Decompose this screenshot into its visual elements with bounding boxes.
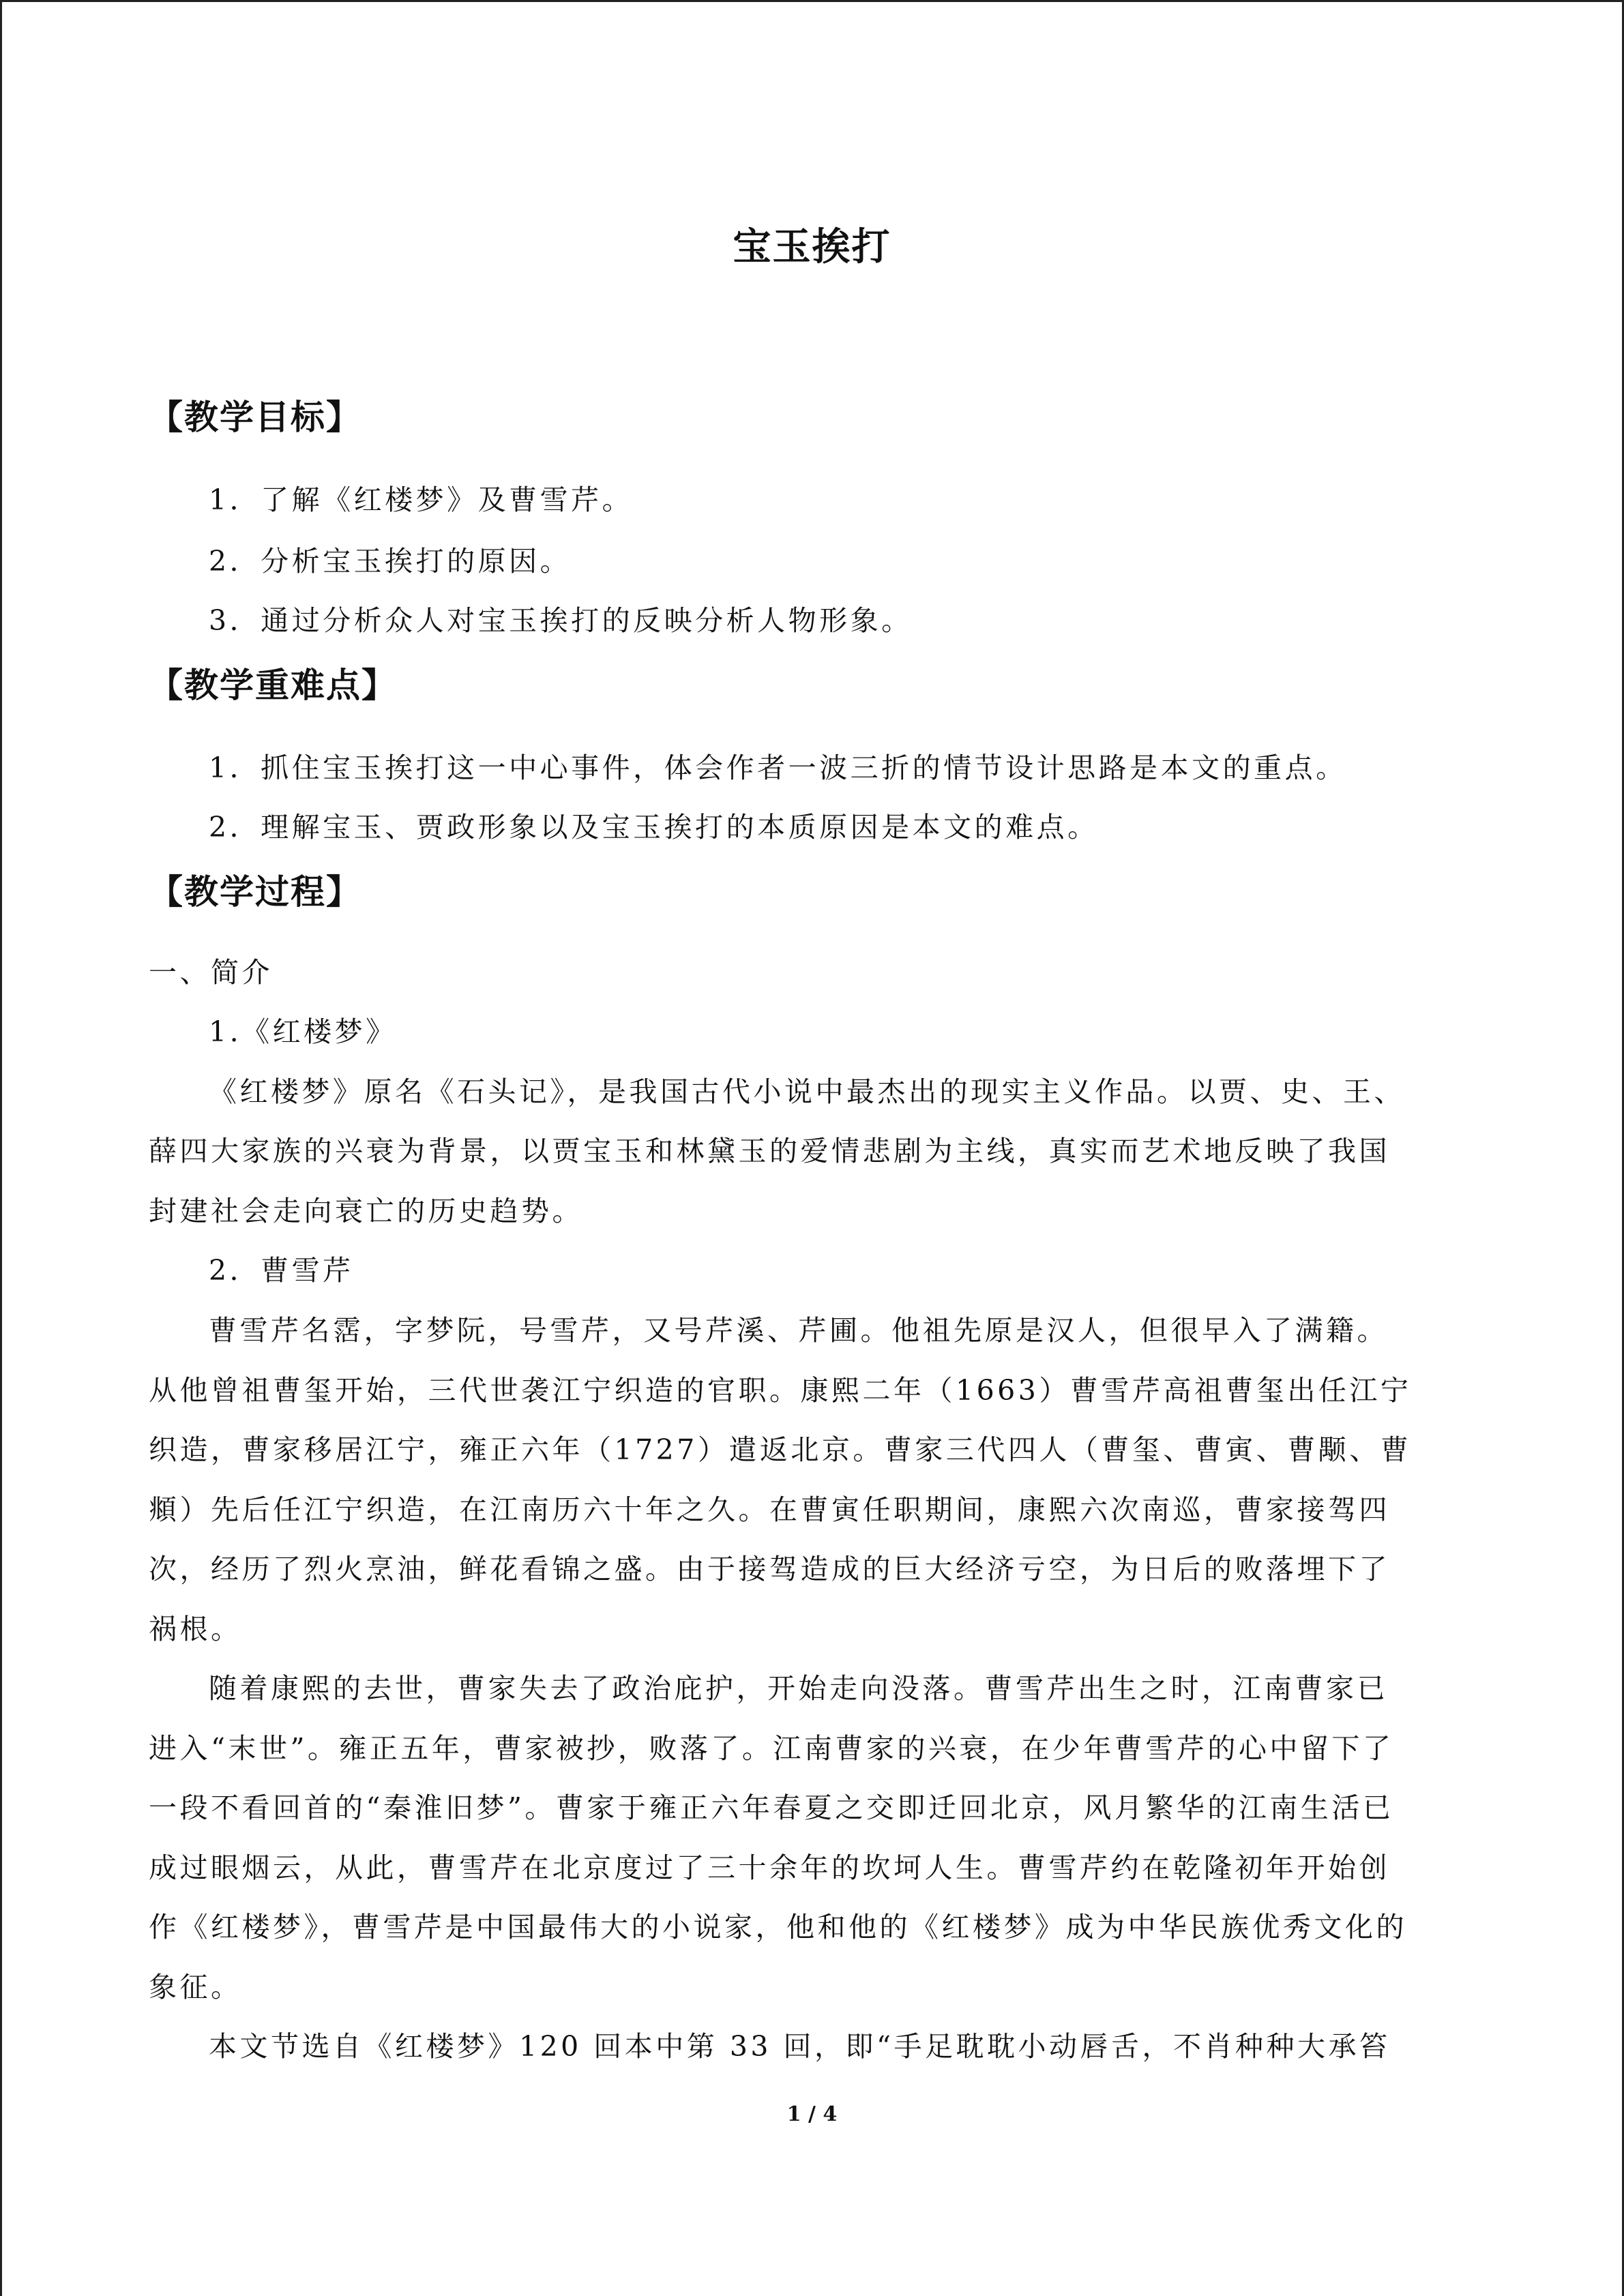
page-number: 1 / 4	[786, 2102, 838, 2126]
paragraph-line: 从他曾祖曹玺开始，三代世袭江宁织造的官职。康熙二年（1663）曹雪芹高祖曹玺出任江宁	[149, 1374, 1412, 1407]
subheading-caoxueqin: 2．曹雪芹	[209, 1254, 354, 1287]
paragraph-line: 一段不看回首的“秦淮旧梦”。曹家于雍正六年春夏之交即迁回北京，风月繁华的江南生活已	[149, 1791, 1394, 1824]
paragraph-line: 祸根。	[149, 1613, 242, 1645]
subheading-intro: 一、简介	[149, 956, 273, 989]
objective-item: 1．了解《红楼梦》及曹雪芹。	[209, 483, 634, 516]
key-point-item: 1．抓住宝玉挨打这一中心事件，体会作者一波三折的情节设计思路是本文的重点。	[209, 751, 1347, 784]
paragraph-line: 象征。	[149, 1971, 242, 2003]
objective-item: 3．通过分析众人对宝玉挨打的反映分析人物形象。	[209, 604, 913, 637]
page-title: 宝玉挨打	[733, 225, 891, 269]
paragraph-line: 成过眼烟云，从此，曹雪芹在北京度过了三十余年的坎坷人生。曹雪芹约在乾隆初年开始创	[149, 1851, 1390, 1884]
paragraph-line: 封建社会走向衰亡的历史趋势。	[149, 1195, 583, 1227]
heading-key-points: 【教学重难点】	[149, 666, 397, 705]
paragraph-line: 頫）先后任江宁织造，在江南历六十年之久。在曹寅任职期间，康熙六次南巡，曹家接驾四	[149, 1493, 1390, 1526]
objective-item: 2．分析宝玉挨打的原因。	[209, 545, 572, 578]
paragraph-line: 作《红楼梦》，曹雪芹是中国最伟大的小说家，他和他的《红楼梦》成为中华民族优秀文化的	[149, 1911, 1407, 1943]
heading-process: 【教学过程】	[149, 872, 361, 912]
paragraph-line: 进入“末世”。雍正五年，曹家被抄，败落了。江南曹家的兴衰，在少年曹雪芹的心中留下了	[149, 1732, 1394, 1765]
heading-objectives: 【教学目标】	[149, 398, 361, 437]
paragraph-line: 次，经历了烈火烹油，鲜花看锦之盛。由于接驾造成的巨大经济亏空，为日后的败落埋下了	[149, 1553, 1390, 1585]
paragraph-line: 薛四大家族的兴衰为背景，以贾宝玉和林黛玉的爱情悲剧为主线，真实而艺术地反映了我国	[149, 1135, 1390, 1167]
key-point-item: 2．理解宝玉、贾政形象以及宝玉挨打的本质原因是本文的难点。	[209, 811, 1099, 844]
paragraph-line: 随着康熙的去世，曹家失去了政治庇护，开始走向没落。曹雪芹出生之时，江南曹家已	[209, 1672, 1388, 1705]
paragraph-line: 本文节选自《红楼梦》120 回本中第 33 回，即“手足耽耽小动唇舌，不肖种种大承笞	[209, 2030, 1391, 2063]
paragraph-line: 曹雪芹名霑，字梦阮，号雪芹，又号芹溪、芹圃。他祖先原是汉人，但很早入了满籍。	[209, 1314, 1388, 1347]
paragraph-line: 织造，曹家移居江宁，雍正六年（1727）遣返北京。曹家三代四人（曹玺、曹寅、曹颙、曹	[149, 1433, 1412, 1466]
subheading-hongloumeng: 1.《红楼梦》	[209, 1015, 397, 1048]
paragraph-line: 《红楼梦》原名《石头记》，是我国古代小说中最杰出的现实主义作品。以贾、史、王、	[209, 1075, 1405, 1108]
